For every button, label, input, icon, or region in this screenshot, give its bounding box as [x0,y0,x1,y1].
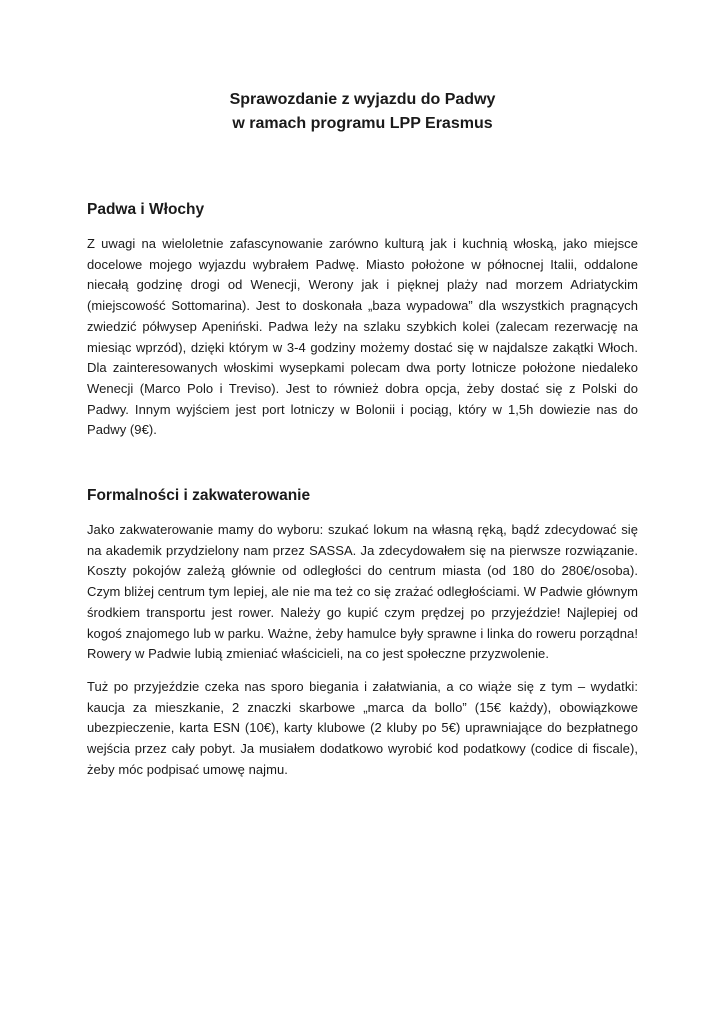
title-line-2: w ramach programu LPP Erasmus [232,115,493,132]
title-line-1: Sprawozdanie z wyjazdu do Padwy [229,91,496,108]
paragraph: Tuż po przyjeździe czeka nas sporo biegania i załatwiania, a co wiąże się z tym – wydatki: kaucja za mieszkanie, 2 znaczki skarbowe „marca da bollo” (15€ każdy), obowiązkowe ubezpieczenie, karta ESN (10€), karty klubowe (2 kluby po 5€) uprawniające do bezpłatnego wejścia przez cały pobyt. Ja musiałem dodatkowo wyrobić kod podatkowy (codice di fiscale), żeby móc podpisać umowę najmu. [87,678,638,777]
section-heading: Padwa i Włochy [87,201,205,218]
section-heading: Formalności i zakwaterowanie [87,487,311,505]
paragraph: Z uwagi na wieloletnie zafascynowanie zarówno kulturą jak i kuchnią włoską, jako miejsce docelowe mojego wyjazdu wybrałem Padwę. Miasto położone w północnej Italii, oddalone niecałą godzinę drogi od Wenecji, Werony jak i pięknej plaży nad morzem Adriatyckim (miejscowość Sottomarina). Jest to doskonała „baza wypadowa” dla wszystkich pragnących zwiedzić półwysep Apeniński. Padwa leży na szlaku szybkich kolei (zalecam rezerwację na miesiąc wprzód), dzięki którym w 3-4 godziny możemy dostać się w najdalsze zakątki Włoch. Dla zainteresowanych włoskimi wysepkami polecam dwa porty lotnicze położone niedaleko Wenecji (Marco Polo i Treviso). Jest to również dobra opcja, żeby dostać się z Polski do Padwy. Innym wyjściem jest port lotniczy w Bolonii i pociąg, który w 1,5h dowiezie nas do Padwy (9€). [87,236,638,438]
section-padwa-i-wlochy [87,200,638,441]
section-formalnosci-i-zakwaterowanie [87,486,638,780]
document-title [87,88,638,136]
document-page [87,88,638,780]
paragraph: Jako zakwaterowanie mamy do wyboru: szukać lokum na własną ręką, bądź zdecydować się na akademik przydzielony nam przez SASSA. Ja zdecydowałem się na pierwsze rozwiązanie. Koszty pokojów zależą głównie od odległości do centrum miasta (od 180 do 280€/osoba). Czym bliżej centrum tym lepiej, ale nie ma też co się zrażać odległościami. W Padwie głównym środkiem transportu jest rower. Należy go kupić czym prędzej po przyjeździe! Najlepiej od kogoś znajomego lub w parku. Ważne, żeby hamulce były sprawne i linka do roweru porządna! Rowery w Padwie lubią zmieniać właścicieli, na co jest społeczne przyzwolenie. [87,522,638,662]
